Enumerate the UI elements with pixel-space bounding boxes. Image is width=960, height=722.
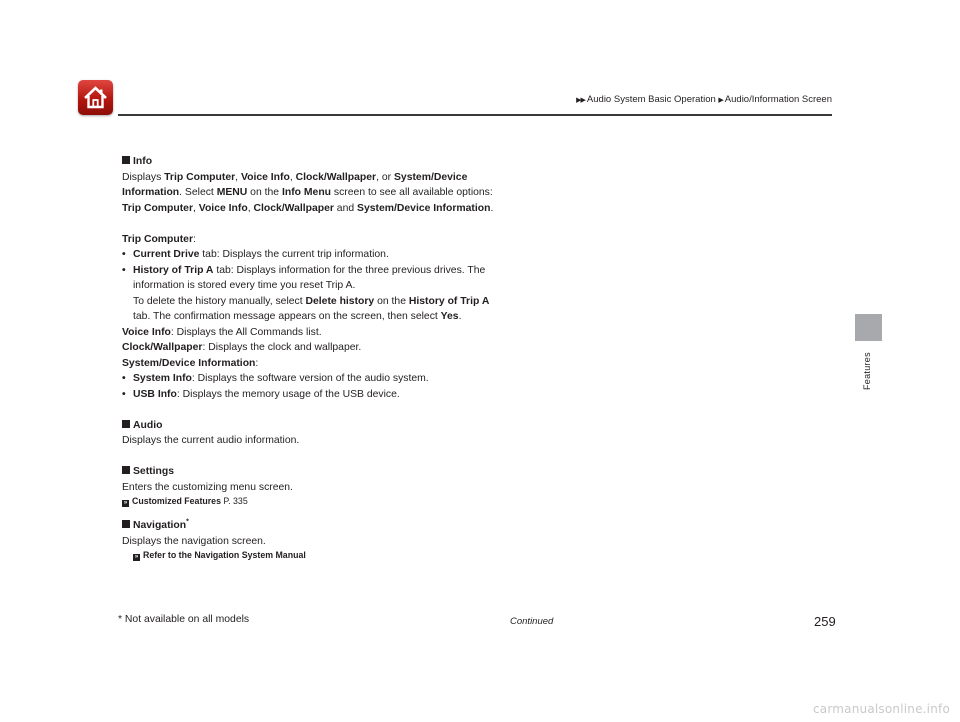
info-paragraph: Displays Trip Computer, Voice Info, Clock/Wallpaper, or System/Device Information. Select MENU on the Info Menu screen to see all available options: Trip Computer, Voice Info, Clock/Wallpaper and System/Device Information.	[122, 171, 494, 214]
watermark: carmanualsonline.info	[813, 702, 950, 716]
section-tab[interactable]	[855, 314, 882, 341]
navigation-heading: Navigation*	[122, 518, 582, 534]
clock-wallpaper-line: Clock/Wallpaper: Displays the clock and wallpaper.	[122, 342, 362, 353]
cross-reference-icon: »	[123, 500, 128, 506]
list-item: • System Info: Displays the software version of the audio system.	[122, 373, 429, 384]
square-bullet-icon	[122, 466, 130, 474]
list-item: • History of Trip A tab: Displays information for the three previous drives. The information is stored every time you reset Trip A. To delete the history manually, select Delete history on the History of Trip A tab. The confirmation message appears on the screen, then select Yes.	[122, 264, 490, 322]
navigation-manual-link[interactable]: » Refer to the Navigation System Manual	[134, 550, 306, 560]
audio-heading: Audio	[122, 418, 582, 434]
continued-label: Continued	[510, 616, 554, 627]
square-bullet-icon	[122, 420, 130, 428]
system-device-label: System/Device Information:	[122, 357, 259, 369]
square-bullet-icon	[122, 520, 130, 528]
section-tab-label: Features	[862, 352, 872, 390]
customized-features-link[interactable]: » Customized Features P. 335	[123, 496, 248, 506]
voice-info-line: Voice Info: Displays the All Commands list.	[122, 326, 322, 338]
home-button[interactable]	[78, 80, 113, 115]
list-item: • Current Drive tab: Displays the current trip information.	[122, 249, 389, 260]
home-icon	[81, 83, 110, 112]
settings-text: Enters the customizing menu screen.	[122, 481, 293, 493]
info-heading: Info	[122, 154, 582, 170]
settings-heading: Settings	[122, 464, 582, 480]
audio-text: Displays the current audio information.	[122, 435, 300, 446]
trip-computer-label: Trip Computer:	[122, 233, 196, 245]
list-item: • USB Info: Displays the memory usage of the USB device.	[122, 388, 400, 400]
header-divider	[118, 114, 832, 116]
navigation-text: Displays the navigation screen.	[122, 535, 266, 547]
cross-reference-icon: »	[134, 554, 139, 560]
main-content	[122, 154, 582, 562]
breadcrumb-item-basic-operation[interactable]: Audio System Basic Operation	[586, 94, 716, 105]
breadcrumb-item-audio-info-screen[interactable]: Audio/Information Screen	[724, 94, 832, 105]
square-bullet-icon	[122, 156, 130, 164]
breadcrumb	[576, 94, 832, 105]
breadcrumb-arrow-icon: ▶▶	[576, 97, 585, 104]
page-number: 259	[814, 614, 836, 629]
breadcrumb-arrow-icon: ▶	[718, 97, 723, 104]
footnote: * Not available on all models	[118, 614, 250, 625]
